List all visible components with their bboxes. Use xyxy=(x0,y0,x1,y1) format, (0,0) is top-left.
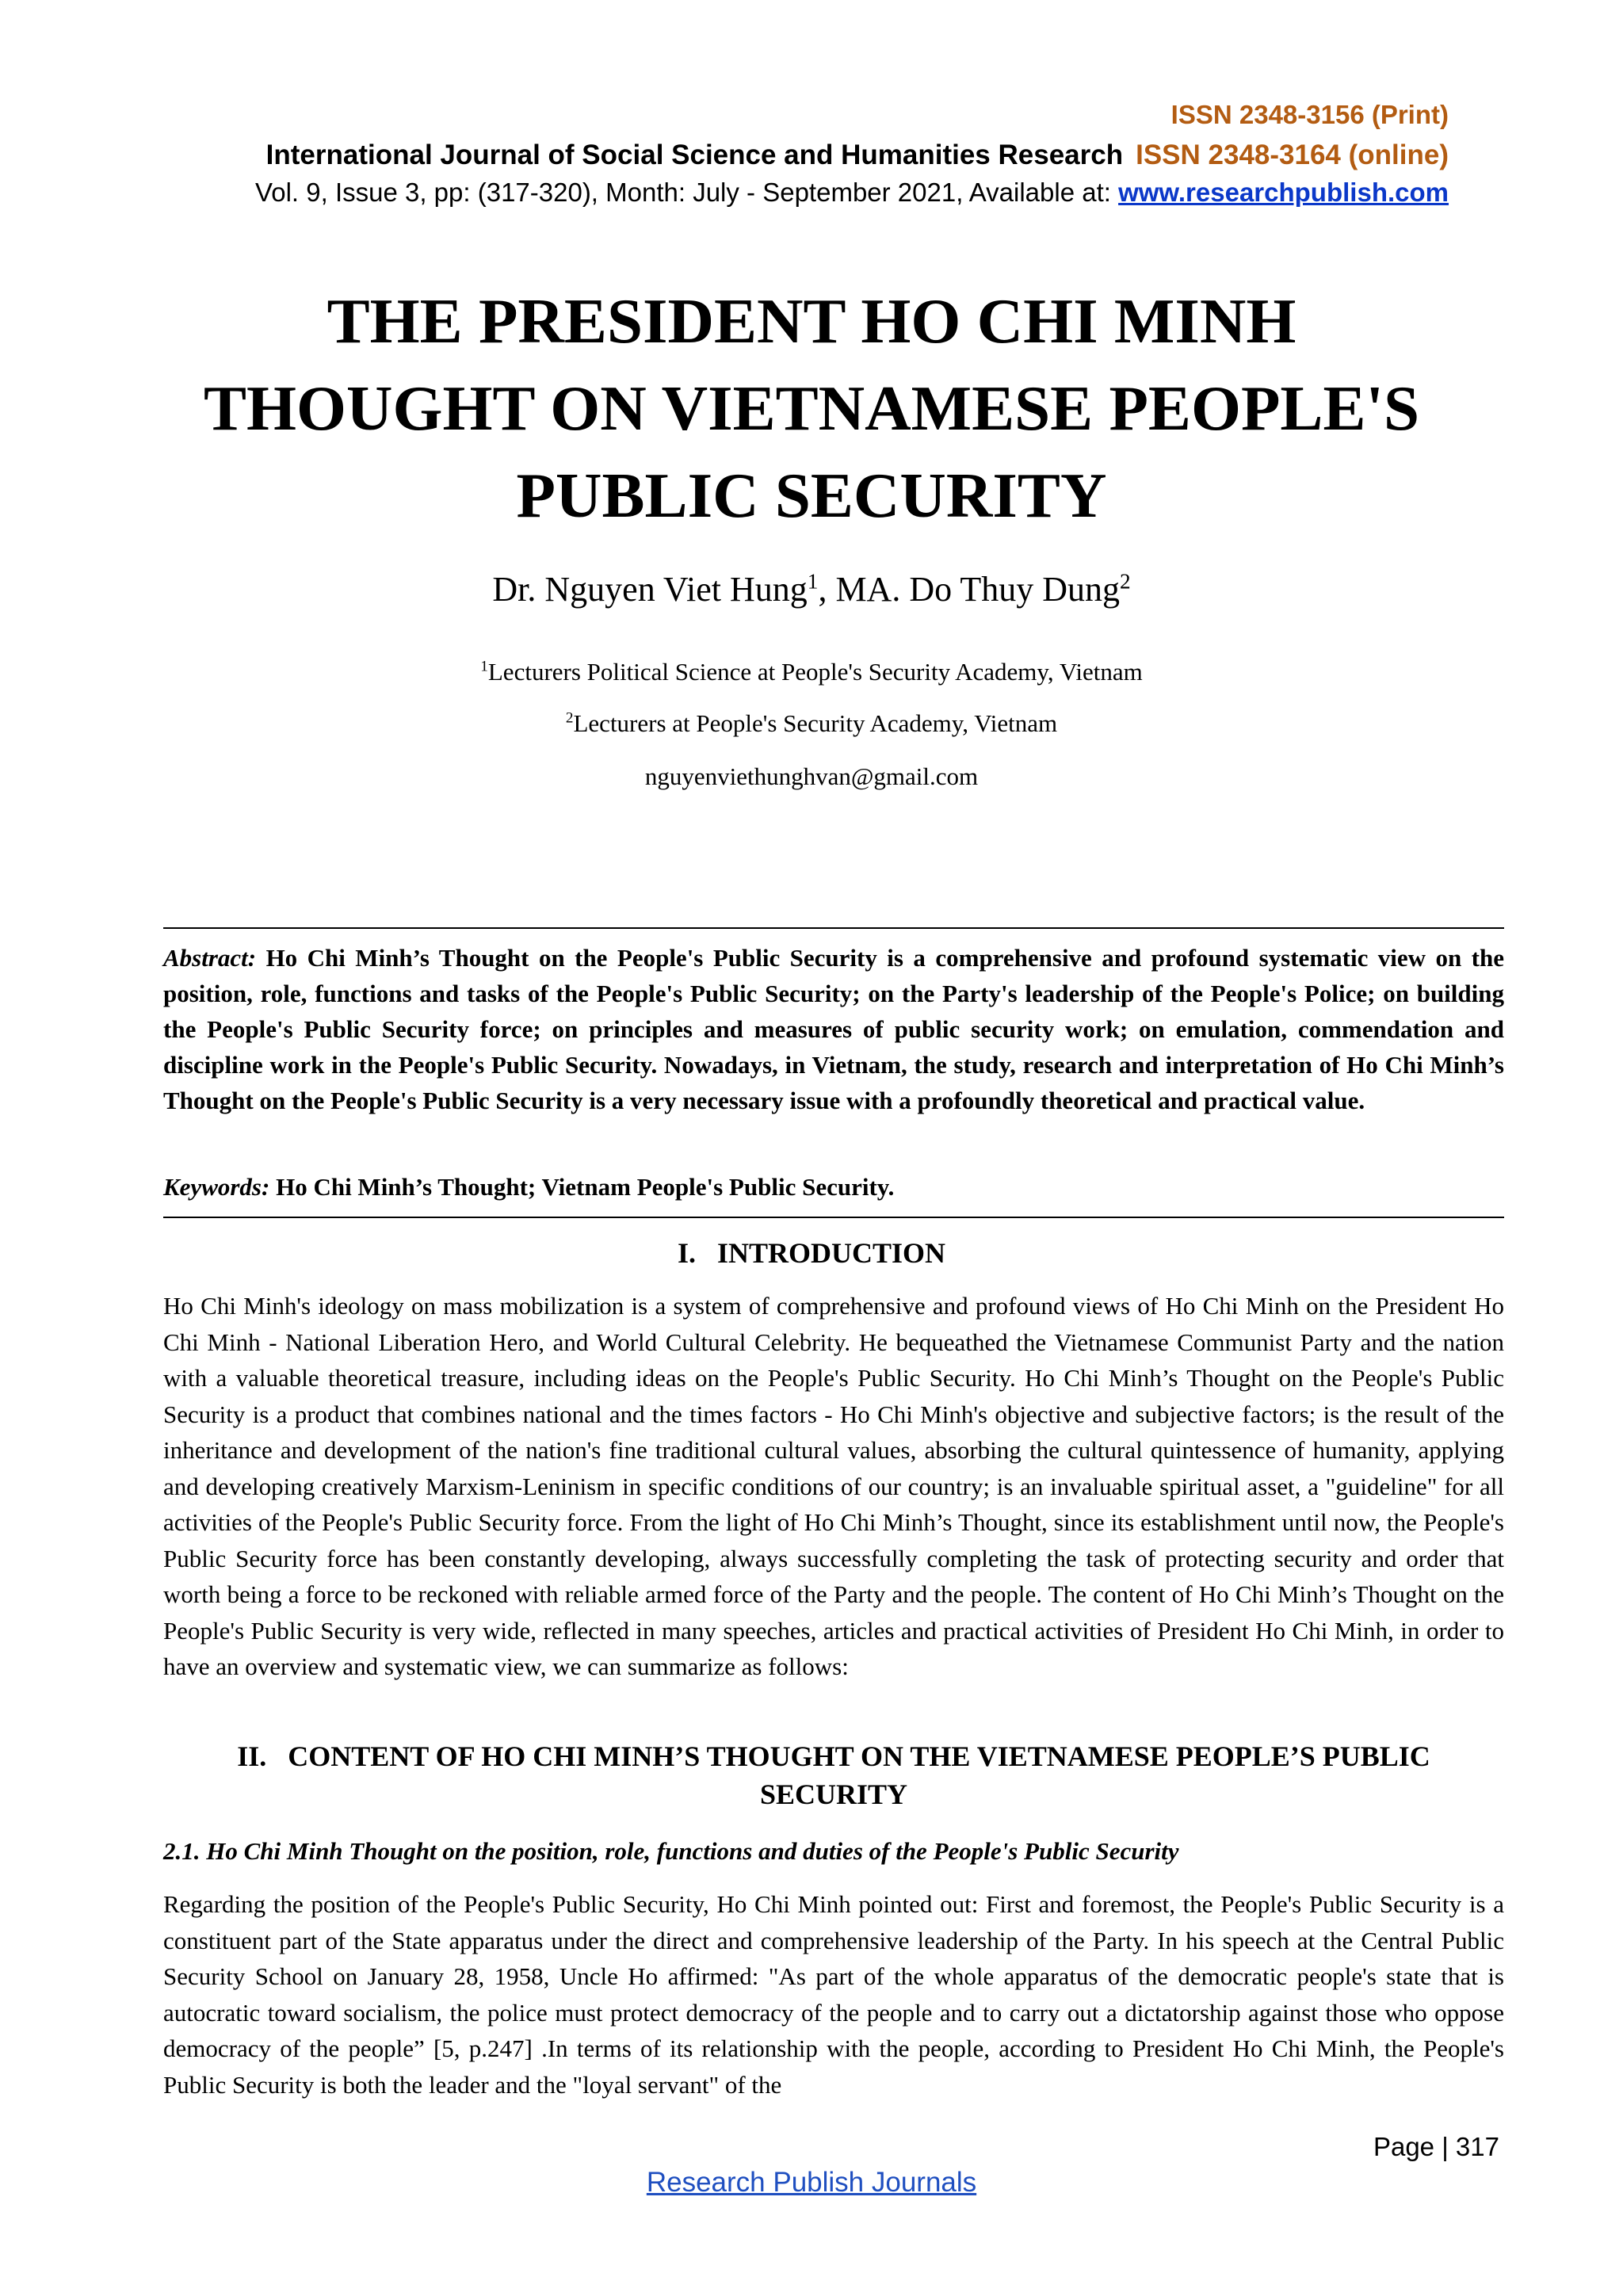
section-heading-content xyxy=(163,1737,1504,1813)
section-heading-line: II. CONTENT OF HO CHI MINH’S THOUGHT ON THE VIETNAMESE PEOPLE’S PUBLIC xyxy=(237,1740,1430,1772)
journal-header-line xyxy=(266,139,1449,171)
section-heading-introduction xyxy=(0,1236,1623,1270)
title-line: THE PRESIDENT HO CHI MINH xyxy=(327,285,1296,357)
paper-title xyxy=(158,277,1465,539)
author-superscript: 2 xyxy=(1119,569,1131,594)
introduction-paragraph: Ho Chi Minh's ideology on mass mobilization is a system of comprehensive and profound views of Ho Chi Minh on the President Ho Chi Minh - National Liberation Hero, and World Cultural Celebrity. He bequeathed the Vietnamese Communist Party and the nation with a valuable theoretical treasure, including ideas on the People's Public Security. Ho Chi Minh’s Thought on the People's Public Security is a product that combines national and the times factors - Ho Chi Minh's objective and subjective factors; is the result of the inheritance and development of the nation's fine traditional cultural values, absorbing the cultural quintessence of humanity, applying and developing creatively Marxism-Leninism in specific conditions of our country; is an invaluable spiritual asset, a "guideline" for all activities of the People's Public Security force. From the light of Ho Chi Minh’s Thought, since its establishment until now, the People's Public Security force has been constantly developing, always successfully completing the task of protecting security and order that worth being a force to be reckoned with reliable armed force of the Party and the people. The content of Ho Chi Minh’s Thought on the People's Public Security is very wide, reflected in many speeches, articles and practical activities of President Ho Chi Minh, in order to have an overview and systematic view, we can summarize as follows: xyxy=(163,1292,1504,1680)
title-line: THOUGHT ON VIETNAMESE PEOPLE'S xyxy=(203,372,1420,444)
publisher-link[interactable]: Research Publish Journals xyxy=(646,2167,977,2198)
issn-online: ISSN 2348-3164 (online) xyxy=(1136,139,1449,170)
issn-print: ISSN 2348-3156 (Print) xyxy=(1170,100,1449,129)
affiliation-superscript: 2 xyxy=(565,709,574,727)
author-name: Dr. Nguyen Viet Hung xyxy=(492,570,808,609)
abstract-label: Abstract: xyxy=(163,944,257,972)
volume-info: Vol. 9, Issue 3, pp: (317-320), Month: July - September 2021, Available at: xyxy=(255,178,1119,207)
keywords-label: Keywords: xyxy=(163,1173,270,1201)
abstract-bottom-rule xyxy=(163,1217,1504,1218)
affiliation-text: Lecturers at People's Security Academy, Vietnam xyxy=(573,709,1058,737)
section-paragraph: Regarding the position of the People's Public Security, Ho Chi Minh pointed out: First and foremost, the People's Public Security is a constituent part of the State apparatus under the direct and comprehensive leadership of the Party. In his speech at the Central Public Security School on January 28, 1958, Uncle Ho affirmed: "As part of the whole apparatus of the democratic people's state that is autocratic toward socialism, the police must protect democracy of the people and to carry out a dictatorship against those who oppose democracy of the people” [5, p.247] .In terms of its relationship with the people, according to President Ho Chi Minh, the People's Public Security is both the leader and the "loyal servant" of the xyxy=(163,1890,1504,2099)
author-superscript: 1 xyxy=(807,569,819,594)
author-email: nguyenviethunghvan@gmail.com xyxy=(644,762,979,790)
abstract-top-rule xyxy=(163,927,1504,929)
journal-website-link[interactable]: www.researchpublish.com xyxy=(1118,178,1449,207)
publisher-footer xyxy=(0,2167,1623,2199)
page-number: Page | 317 xyxy=(1373,2132,1499,2161)
volume-line xyxy=(255,178,1449,208)
abstract xyxy=(163,940,1504,1118)
title-line: PUBLIC SECURITY xyxy=(516,460,1107,531)
affiliation xyxy=(0,709,1623,738)
author-separator: , xyxy=(818,570,836,609)
section-heading-text: I. INTRODUCTION xyxy=(677,1237,946,1269)
affiliation xyxy=(0,658,1623,686)
affiliation-text: Lecturers Political Science at People's Security Academy, Vietnam xyxy=(487,658,1143,686)
abstract-text: Ho Chi Minh’s Thought on the People's Public Security is a comprehensive and profound systematic view on the position, role, functions and tasks of the People's Public Security; on the Party's leadership of the People's Police; on building the People's Public Security force; on principles and measures of public security work; on emulation, commendation and discipline work in the People's Public Security. Nowadays, in Vietnam, the study, research and interpretation of Ho Chi Minh’s Thought on the People's Public Security is a very necessary issue with a profoundly theoretical and practical value. xyxy=(163,944,1504,1114)
keywords-text: Ho Chi Minh’s Thought; Vietnam People's Public Security. xyxy=(269,1173,895,1201)
subsection-heading: 2.1. Ho Chi Minh Thought on the position, role, functions and duties of the People's Public Security xyxy=(163,1837,1179,1865)
affiliation-superscript: 1 xyxy=(480,658,488,675)
author-list xyxy=(0,569,1623,609)
author-name: MA. Do Thuy Dung xyxy=(835,570,1120,609)
section-heading-line: SECURITY xyxy=(759,1778,908,1810)
keywords xyxy=(163,1173,1504,1201)
journal-name: International Journal of Social Science and Humanities Research xyxy=(265,139,1124,170)
